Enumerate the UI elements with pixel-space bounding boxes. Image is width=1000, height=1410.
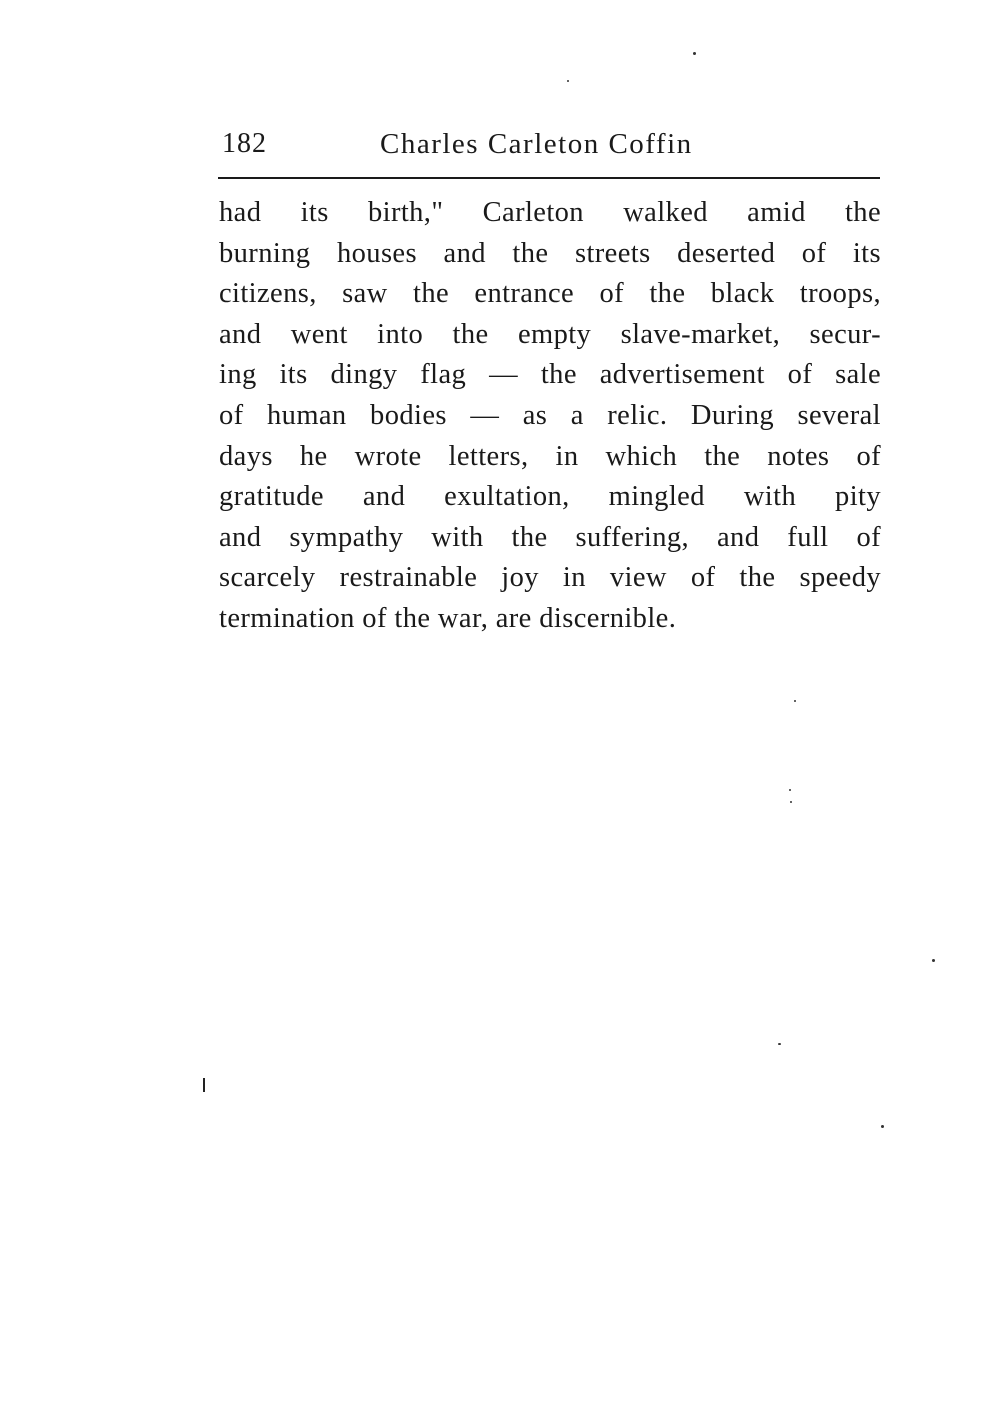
text-line: and went into the empty slave-market, secur- [219,318,881,350]
scan-speck [881,1125,884,1128]
scan-speck [778,1043,781,1045]
scan-speck [567,80,569,82]
page-header [220,124,880,164]
scan-speck [794,700,796,702]
text-line: citizens, saw the entrance of the black troops, [219,278,881,310]
page-number: 182 [222,128,267,159]
text-line: and sympathy with the suffering, and full of [219,521,881,553]
body-paragraph [219,193,881,640]
text-line: of human bodies — as a relic. During several [219,399,881,431]
text-line: scarcely restrainable joy in view of the speedy [219,562,881,594]
running-head: Charles Carleton Coffin [380,128,693,160]
text-line: ing its dingy flag — the advertisement of sale [219,359,881,391]
text-line: termination of the war, are discernible. [219,602,677,634]
scan-speck [932,959,935,962]
scan-mark [203,1078,205,1092]
text-line: burning houses and the streets deserted of its [219,237,881,269]
text-line: days he wrote letters, in which the notes of [219,440,881,472]
scan-speck [693,52,696,55]
text-line: had its birth," Carleton walked amid the [219,197,881,228]
scan-speck [789,789,791,791]
text-line: gratitude and exultation, mingled with pity [219,481,881,513]
header-rule [218,177,880,179]
scan-speck [790,801,792,803]
